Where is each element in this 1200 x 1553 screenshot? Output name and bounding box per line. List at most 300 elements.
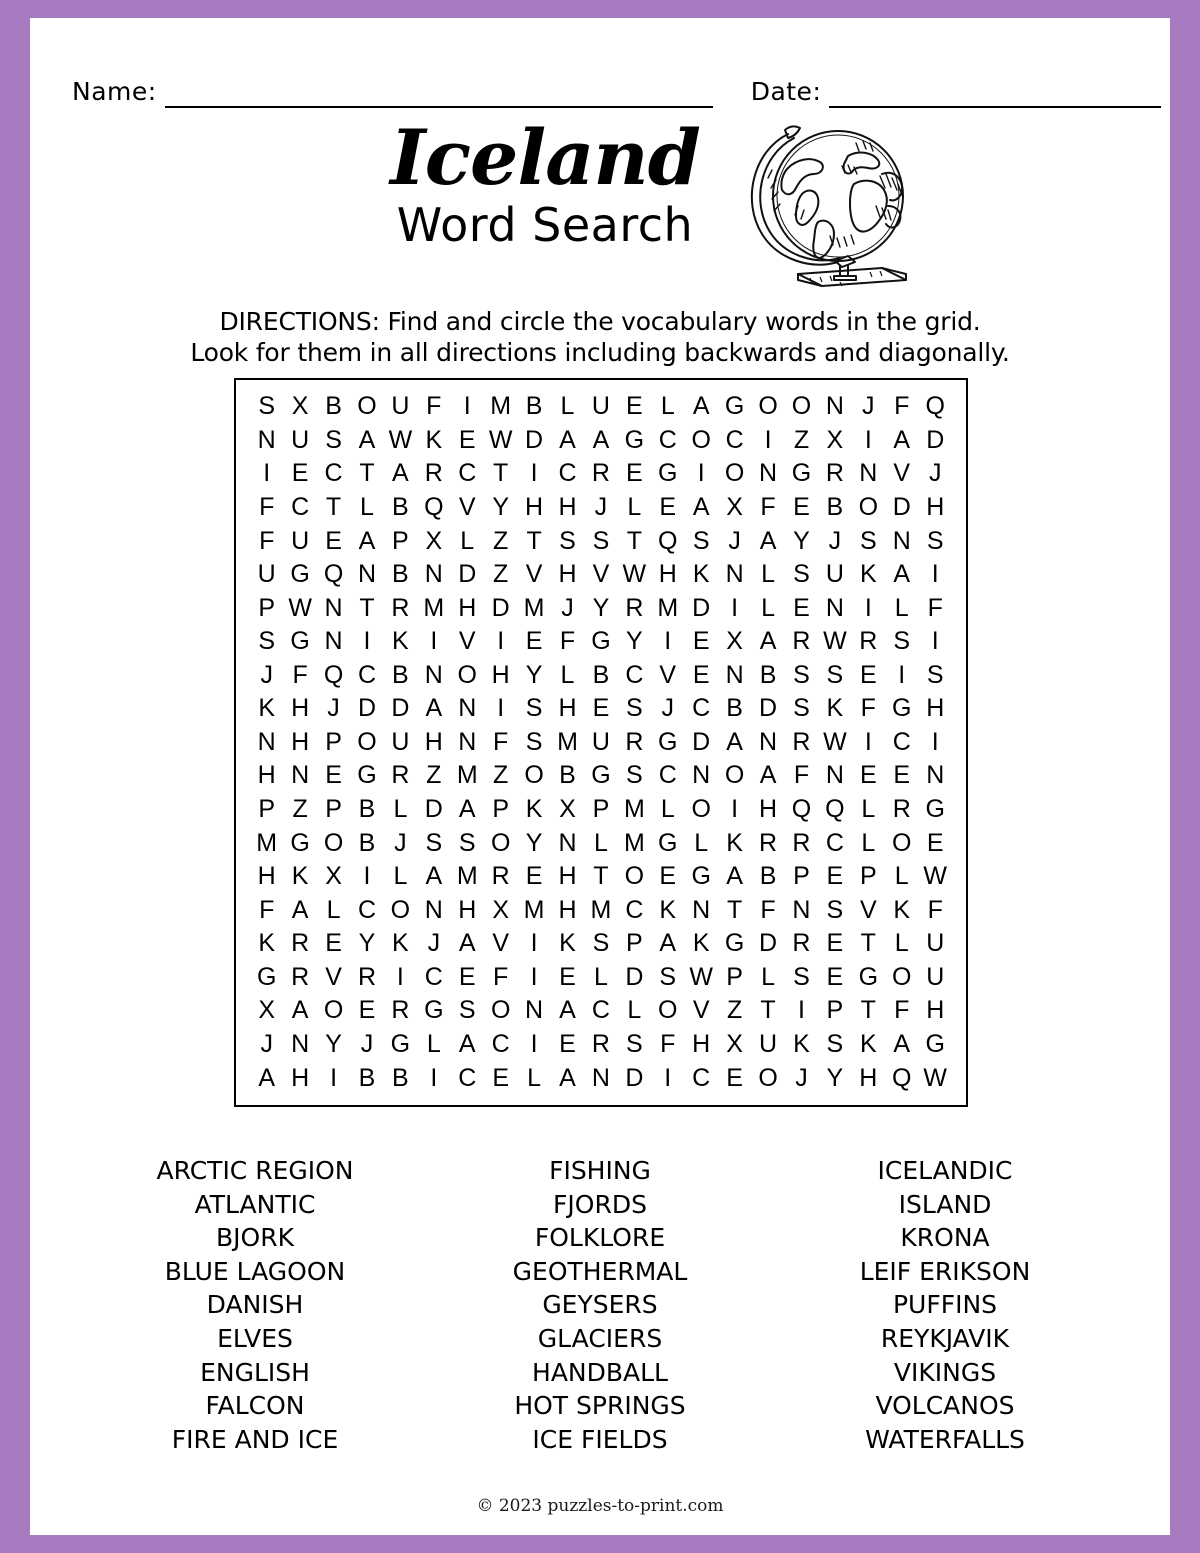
grid-cell[interactable]: H xyxy=(859,1063,878,1092)
grid-cell[interactable]: M xyxy=(557,727,578,756)
grid-cell[interactable]: P xyxy=(258,795,276,824)
grid-cell[interactable]: A xyxy=(893,560,911,589)
grid-cell[interactable]: L xyxy=(660,392,675,421)
grid-cell[interactable]: L xyxy=(393,795,408,824)
grid-cell[interactable]: H xyxy=(558,895,577,924)
grid-cell[interactable]: P xyxy=(492,795,509,824)
grid-cell[interactable]: D xyxy=(759,929,778,958)
grid-cell[interactable]: P xyxy=(826,996,844,1025)
grid-cell[interactable]: Y xyxy=(492,492,509,521)
grid-cell[interactable]: I xyxy=(797,996,805,1025)
grid-cell[interactable]: E xyxy=(626,392,643,421)
grid-cell[interactable]: G xyxy=(290,828,310,857)
grid-cell[interactable]: O xyxy=(892,828,912,857)
word-list-item[interactable]: GEYSERS xyxy=(542,1290,658,1320)
grid-cell[interactable]: R xyxy=(792,929,811,958)
grid-cell[interactable]: W xyxy=(823,727,847,756)
grid-cell[interactable]: P xyxy=(626,929,643,958)
grid-cell[interactable]: X xyxy=(492,895,509,924)
grid-cell[interactable]: C xyxy=(291,492,310,521)
grid-cell[interactable]: S xyxy=(626,761,643,790)
grid-cell[interactable]: P xyxy=(793,862,810,891)
grid-cell[interactable]: B xyxy=(559,761,576,790)
grid-cell[interactable]: B xyxy=(392,560,409,589)
grid-cell[interactable]: I xyxy=(764,425,772,454)
grid-cell[interactable]: J xyxy=(828,526,842,555)
grid-cell[interactable]: U xyxy=(926,962,945,991)
grid-cell[interactable]: X xyxy=(726,627,743,656)
grid-cell[interactable]: F xyxy=(927,593,943,622)
grid-cell[interactable]: I xyxy=(931,560,939,589)
grid-cell[interactable]: D xyxy=(692,593,711,622)
grid-cell[interactable]: A xyxy=(659,929,677,958)
grid-cell[interactable]: G xyxy=(892,694,912,723)
grid-cell[interactable]: C xyxy=(458,459,477,488)
grid-cell[interactable]: N xyxy=(591,1063,610,1092)
grid-cell[interactable]: R xyxy=(625,593,644,622)
grid-cell[interactable]: C xyxy=(458,1063,477,1092)
grid-cell[interactable]: O xyxy=(691,425,711,454)
grid-cell[interactable]: S xyxy=(826,895,844,924)
grid-cell[interactable]: F xyxy=(559,627,576,656)
grid-cell[interactable]: E xyxy=(525,862,543,891)
grid-cell[interactable]: E xyxy=(659,862,677,891)
grid-cell[interactable]: Y xyxy=(592,593,610,622)
grid-cell[interactable]: W xyxy=(923,862,948,891)
grid-cell[interactable]: C xyxy=(424,962,443,991)
word-list-item[interactable]: HOT SPRINGS xyxy=(514,1391,686,1421)
grid-cell[interactable]: M xyxy=(523,593,545,622)
grid-cell[interactable]: U xyxy=(391,392,410,421)
grid-cell[interactable]: S xyxy=(559,526,576,555)
grid-cell[interactable]: K xyxy=(793,1029,810,1058)
grid-cell[interactable]: M xyxy=(490,392,512,421)
grid-cell[interactable]: I xyxy=(463,392,471,421)
grid-cell[interactable]: G xyxy=(256,962,277,991)
grid-cell[interactable]: L xyxy=(627,996,642,1025)
grid-cell[interactable]: W xyxy=(823,627,847,656)
grid-cell[interactable]: E xyxy=(859,660,877,689)
grid-cell[interactable]: I xyxy=(263,459,271,488)
grid-cell[interactable]: I xyxy=(864,593,872,622)
grid-cell[interactable]: I xyxy=(363,627,371,656)
grid-cell[interactable]: K xyxy=(859,1029,877,1058)
word-list-item[interactable]: ICE FIELDS xyxy=(532,1424,668,1454)
grid-cell[interactable]: E xyxy=(559,1029,576,1058)
grid-cell[interactable]: G xyxy=(658,459,678,488)
grid-cell[interactable]: P xyxy=(325,727,342,756)
grid-cell[interactable]: B xyxy=(759,660,777,689)
grid-cell[interactable]: G xyxy=(424,996,444,1025)
grid-cell[interactable]: H xyxy=(926,996,945,1025)
grid-cell[interactable]: G xyxy=(591,627,611,656)
grid-cell[interactable]: A xyxy=(726,862,743,891)
grid-cell[interactable]: E xyxy=(325,929,342,958)
grid-cell[interactable]: N xyxy=(558,828,577,857)
grid-cell[interactable]: N xyxy=(291,1029,310,1058)
grid-cell[interactable]: X xyxy=(559,795,576,824)
grid-cell[interactable]: C xyxy=(357,895,376,924)
grid-cell[interactable]: N xyxy=(458,694,477,723)
grid-cell[interactable]: D xyxy=(525,425,544,454)
grid-cell[interactable]: V xyxy=(458,627,476,656)
grid-cell[interactable]: Y xyxy=(826,1063,844,1092)
grid-cell[interactable]: G xyxy=(658,727,678,756)
grid-cell[interactable]: S xyxy=(826,1029,844,1058)
grid-cell[interactable]: S xyxy=(926,660,944,689)
grid-cell[interactable]: L xyxy=(861,828,876,857)
grid-cell[interactable]: W xyxy=(689,962,713,991)
grid-cell[interactable]: Z xyxy=(493,526,509,555)
grid-cell[interactable]: J xyxy=(795,1063,808,1092)
grid-cell[interactable]: F xyxy=(760,492,776,521)
grid-cell[interactable]: H xyxy=(257,862,276,891)
grid-cell[interactable]: V xyxy=(893,459,911,488)
grid-cell[interactable]: F xyxy=(493,962,509,991)
grid-cell[interactable]: I xyxy=(864,727,872,756)
word-search-grid[interactable] xyxy=(234,378,968,1107)
grid-cell[interactable]: J xyxy=(661,694,675,723)
grid-cell[interactable]: H xyxy=(558,560,577,589)
grid-cell[interactable]: Y xyxy=(626,627,643,656)
grid-cell[interactable]: A xyxy=(291,996,309,1025)
word-list-item[interactable]: HANDBALL xyxy=(532,1357,668,1387)
grid-cell[interactable]: D xyxy=(892,492,911,521)
grid-cell[interactable]: N xyxy=(892,526,911,555)
grid-cell[interactable]: L xyxy=(326,895,341,924)
grid-cell[interactable]: B xyxy=(392,492,409,521)
grid-cell[interactable]: A xyxy=(759,627,777,656)
grid-cell[interactable]: C xyxy=(658,761,677,790)
grid-cell[interactable]: L xyxy=(527,1063,542,1092)
grid-cell[interactable]: N xyxy=(424,660,443,689)
grid-cell[interactable]: R xyxy=(792,828,811,857)
grid-cell[interactable]: N xyxy=(926,761,945,790)
grid-cell[interactable]: E xyxy=(893,761,911,790)
grid-cell[interactable]: R xyxy=(591,1029,610,1058)
grid-cell[interactable]: A xyxy=(425,862,443,891)
date-input-line[interactable] xyxy=(829,82,1161,108)
grid-cell[interactable]: R xyxy=(892,795,911,824)
grid-cell[interactable]: S xyxy=(793,962,810,991)
grid-cell[interactable]: L xyxy=(660,795,675,824)
grid-cell[interactable]: N xyxy=(525,996,544,1025)
grid-cell[interactable]: J xyxy=(394,828,407,857)
grid-cell[interactable]: Z xyxy=(793,425,810,454)
grid-cell[interactable]: A xyxy=(559,1063,576,1092)
grid-cell[interactable]: O xyxy=(323,996,344,1025)
grid-cell[interactable]: Y xyxy=(525,660,543,689)
grid-cell[interactable]: N xyxy=(257,727,276,756)
grid-cell[interactable]: O xyxy=(691,795,711,824)
grid-cell[interactable]: E xyxy=(793,593,810,622)
grid-cell[interactable]: C xyxy=(591,996,610,1025)
grid-cell[interactable]: K xyxy=(392,627,409,656)
grid-cell[interactable]: I xyxy=(396,962,404,991)
grid-cell[interactable]: H xyxy=(458,593,477,622)
grid-cell[interactable]: L xyxy=(761,962,775,991)
grid-cell[interactable]: N xyxy=(859,459,878,488)
grid-cell[interactable]: P xyxy=(859,862,877,891)
grid-cell[interactable]: O xyxy=(457,660,477,689)
grid-cell[interactable]: V xyxy=(859,895,877,924)
grid-cell[interactable]: C xyxy=(725,425,744,454)
grid-cell[interactable]: N xyxy=(692,761,711,790)
grid-cell[interactable]: M xyxy=(256,828,278,857)
grid-cell[interactable]: H xyxy=(291,727,310,756)
grid-cell[interactable]: J xyxy=(862,392,875,421)
grid-cell[interactable]: L xyxy=(593,828,608,857)
grid-cell[interactable]: L xyxy=(894,862,909,891)
grid-cell[interactable]: O xyxy=(357,392,377,421)
grid-cell[interactable]: O xyxy=(758,392,778,421)
word-list-item[interactable]: FOLKLORE xyxy=(534,1223,666,1253)
grid-cell[interactable]: C xyxy=(892,727,911,756)
grid-cell[interactable]: T xyxy=(860,996,876,1025)
grid-cell[interactable]: N xyxy=(759,727,778,756)
grid-cell[interactable]: N xyxy=(357,560,376,589)
grid-cell[interactable]: G xyxy=(624,425,645,454)
grid-cell[interactable]: R xyxy=(291,929,310,958)
grid-cell[interactable]: Q xyxy=(658,526,678,555)
grid-cell[interactable]: Q xyxy=(791,795,812,824)
grid-cell[interactable]: F xyxy=(259,526,275,555)
grid-cell[interactable]: N xyxy=(759,459,778,488)
grid-cell[interactable]: B xyxy=(759,862,777,891)
grid-cell[interactable]: S xyxy=(793,660,810,689)
grid-cell[interactable]: A xyxy=(559,425,576,454)
word-list-item[interactable]: VOLCANOS xyxy=(875,1391,1015,1421)
grid-cell[interactable]: L xyxy=(894,929,909,958)
grid-cell[interactable]: G xyxy=(925,795,945,824)
grid-cell[interactable]: S xyxy=(458,828,476,857)
grid-cell[interactable]: E xyxy=(626,459,643,488)
grid-cell[interactable]: R xyxy=(792,627,811,656)
grid-cell[interactable]: S xyxy=(592,929,610,958)
grid-cell[interactable]: F xyxy=(259,895,275,924)
grid-cell[interactable]: L xyxy=(360,492,374,521)
grid-cell[interactable]: L xyxy=(627,492,642,521)
grid-cell[interactable]: U xyxy=(825,560,844,589)
grid-cell[interactable]: N xyxy=(324,593,343,622)
grid-cell[interactable]: S xyxy=(525,694,543,723)
word-list-item[interactable]: BLUE LAGOON xyxy=(164,1256,346,1286)
grid-cell[interactable]: I xyxy=(931,627,939,656)
word-list-item[interactable]: REYKJAVIK xyxy=(880,1323,1010,1353)
grid-cell[interactable]: E xyxy=(826,962,844,991)
grid-cell[interactable]: I xyxy=(530,1029,538,1058)
grid-cell[interactable]: P xyxy=(392,526,409,555)
grid-cell[interactable]: E xyxy=(926,828,944,857)
grid-cell[interactable]: J xyxy=(427,929,441,958)
grid-cell[interactable]: M xyxy=(657,593,679,622)
grid-cell[interactable]: T xyxy=(359,459,375,488)
grid-cell[interactable]: K xyxy=(258,694,276,723)
word-list-item[interactable]: BJORK xyxy=(216,1223,294,1253)
grid-cell[interactable]: E xyxy=(592,694,610,723)
grid-cell[interactable]: E xyxy=(859,761,877,790)
grid-cell[interactable]: H xyxy=(692,1029,711,1058)
grid-cell[interactable]: T xyxy=(493,459,509,488)
word-list-item[interactable]: ENGLISH xyxy=(200,1357,310,1387)
grid-cell[interactable]: C xyxy=(692,694,711,723)
grid-cell[interactable]: O xyxy=(490,996,511,1025)
grid-cell[interactable]: O xyxy=(658,996,678,1025)
grid-cell[interactable]: P xyxy=(258,593,276,622)
grid-cell[interactable]: L xyxy=(426,1029,441,1058)
grid-cell[interactable]: B xyxy=(325,392,342,421)
grid-cell[interactable]: I xyxy=(731,795,739,824)
grid-cell[interactable]: H xyxy=(926,492,945,521)
grid-cell[interactable]: I xyxy=(430,1063,438,1092)
grid-cell[interactable]: U xyxy=(257,560,276,589)
grid-cell[interactable]: G xyxy=(724,929,745,958)
grid-cell[interactable]: I xyxy=(664,1063,672,1092)
grid-cell[interactable]: Q xyxy=(323,560,344,589)
grid-cell[interactable]: R xyxy=(391,593,410,622)
grid-cell[interactable]: S xyxy=(626,1029,643,1058)
grid-cell[interactable]: K xyxy=(826,694,844,723)
grid-cell[interactable]: F xyxy=(894,392,910,421)
grid-cell[interactable]: I xyxy=(530,459,538,488)
grid-cell[interactable]: A xyxy=(458,1029,476,1058)
grid-cell[interactable]: X xyxy=(826,425,844,454)
grid-cell[interactable]: R xyxy=(291,962,310,991)
word-list-item[interactable]: GLACIERS xyxy=(537,1323,663,1353)
grid-cell[interactable]: F xyxy=(660,1029,676,1058)
grid-cell[interactable]: X xyxy=(425,526,443,555)
grid-cell[interactable]: Q xyxy=(323,660,344,689)
grid-cell[interactable]: E xyxy=(793,492,810,521)
grid-cell[interactable]: O xyxy=(490,828,511,857)
grid-cell[interactable]: B xyxy=(592,660,610,689)
grid-cell[interactable]: I xyxy=(530,929,538,958)
grid-cell[interactable]: E xyxy=(726,1063,743,1092)
grid-cell[interactable]: X xyxy=(291,392,309,421)
word-list-item[interactable]: ARCTIC REGION xyxy=(156,1156,354,1185)
grid-cell[interactable]: A xyxy=(692,492,710,521)
word-list-item[interactable]: ELVES xyxy=(217,1323,293,1353)
grid-cell[interactable]: L xyxy=(694,828,709,857)
grid-cell[interactable]: E xyxy=(358,996,376,1025)
grid-cell[interactable]: K xyxy=(726,828,743,857)
grid-cell[interactable]: A xyxy=(392,459,409,488)
grid-cell[interactable]: U xyxy=(591,392,610,421)
grid-cell[interactable]: E xyxy=(559,962,576,991)
grid-cell[interactable]: F xyxy=(493,727,509,756)
grid-cell[interactable]: A xyxy=(358,526,376,555)
grid-cell[interactable]: I xyxy=(497,694,505,723)
grid-cell[interactable]: I xyxy=(530,962,538,991)
grid-cell[interactable]: U xyxy=(926,929,945,958)
grid-cell[interactable]: S xyxy=(425,828,443,857)
grid-cell[interactable]: G xyxy=(791,459,812,488)
grid-cell[interactable]: I xyxy=(330,1063,338,1092)
grid-cell[interactable]: F xyxy=(292,660,308,689)
grid-cell[interactable]: K xyxy=(692,929,710,958)
grid-cell[interactable]: O xyxy=(758,1063,778,1092)
grid-cell[interactable]: U xyxy=(391,727,410,756)
grid-cell[interactable]: E xyxy=(325,526,342,555)
grid-cell[interactable]: H xyxy=(291,1063,310,1092)
grid-cell[interactable]: Y xyxy=(525,828,543,857)
grid-cell[interactable]: O xyxy=(724,761,745,790)
grid-cell[interactable]: T xyxy=(860,929,876,958)
grid-cell[interactable]: A xyxy=(726,727,743,756)
grid-cell[interactable]: P xyxy=(325,795,342,824)
grid-cell[interactable]: M xyxy=(423,593,445,622)
grid-cell[interactable]: S xyxy=(926,526,944,555)
grid-cell[interactable]: X xyxy=(325,862,342,891)
grid-cell[interactable]: T xyxy=(526,526,542,555)
grid-cell[interactable]: G xyxy=(591,761,611,790)
grid-cell[interactable]: E xyxy=(692,660,710,689)
grid-cell[interactable]: A xyxy=(893,425,911,454)
word-list-item[interactable]: ISLAND xyxy=(898,1189,992,1219)
grid-cell[interactable]: I xyxy=(931,727,939,756)
grid-cell[interactable]: M xyxy=(456,862,478,891)
grid-cell[interactable]: H xyxy=(558,862,577,891)
word-list-item[interactable]: FIRE AND ICE xyxy=(171,1424,339,1454)
grid-cell[interactable]: F xyxy=(860,694,876,723)
grid-cell[interactable]: V xyxy=(325,962,342,991)
word-list-item[interactable]: PUFFINS xyxy=(892,1290,998,1320)
grid-cell[interactable]: R xyxy=(357,962,376,991)
grid-cell[interactable]: N xyxy=(257,425,276,454)
grid-cell[interactable]: B xyxy=(358,1063,376,1092)
word-list-item[interactable]: ICELANDIC xyxy=(877,1156,1013,1185)
grid-cell[interactable]: W xyxy=(388,425,413,454)
grid-cell[interactable]: C xyxy=(825,828,844,857)
grid-cell[interactable]: K xyxy=(392,929,409,958)
word-list-item[interactable]: LEIF ERIKSON xyxy=(859,1256,1031,1286)
grid-cell[interactable]: F xyxy=(760,895,776,924)
grid-cell[interactable]: C xyxy=(491,1029,510,1058)
grid-cell[interactable]: N xyxy=(825,761,844,790)
grid-cell[interactable]: Y xyxy=(358,929,376,958)
grid-cell[interactable]: Y xyxy=(793,526,810,555)
grid-cell[interactable]: I xyxy=(731,593,739,622)
grid-cell[interactable]: J xyxy=(928,459,942,488)
grid-cell[interactable]: O xyxy=(892,962,912,991)
grid-cell[interactable]: R xyxy=(591,459,610,488)
grid-cell[interactable]: R xyxy=(792,727,811,756)
grid-cell[interactable]: S xyxy=(592,526,610,555)
grid-cell[interactable]: T xyxy=(359,593,375,622)
grid-cell[interactable]: I xyxy=(898,660,906,689)
grid-cell[interactable]: A xyxy=(759,761,777,790)
grid-cell[interactable]: E xyxy=(325,761,342,790)
grid-cell[interactable]: T xyxy=(325,492,342,521)
grid-cell[interactable]: M xyxy=(590,895,612,924)
grid-cell[interactable]: K xyxy=(559,929,576,958)
grid-cell[interactable]: O xyxy=(390,895,411,924)
grid-cell[interactable]: C xyxy=(692,1063,711,1092)
grid-cell[interactable]: S xyxy=(458,996,476,1025)
grid-cell[interactable]: E xyxy=(458,962,476,991)
grid-cell[interactable]: R xyxy=(391,761,410,790)
grid-cell[interactable]: A xyxy=(458,929,476,958)
grid-cell[interactable]: T xyxy=(760,996,776,1025)
grid-cell[interactable]: R xyxy=(491,862,510,891)
grid-cell[interactable]: C xyxy=(658,425,677,454)
grid-cell[interactable]: J xyxy=(728,526,741,555)
grid-cell[interactable]: S xyxy=(793,560,810,589)
grid-cell[interactable]: H xyxy=(926,694,945,723)
grid-cell[interactable]: A xyxy=(358,425,376,454)
grid-cell[interactable]: S xyxy=(626,694,643,723)
grid-cell[interactable]: N xyxy=(792,895,811,924)
